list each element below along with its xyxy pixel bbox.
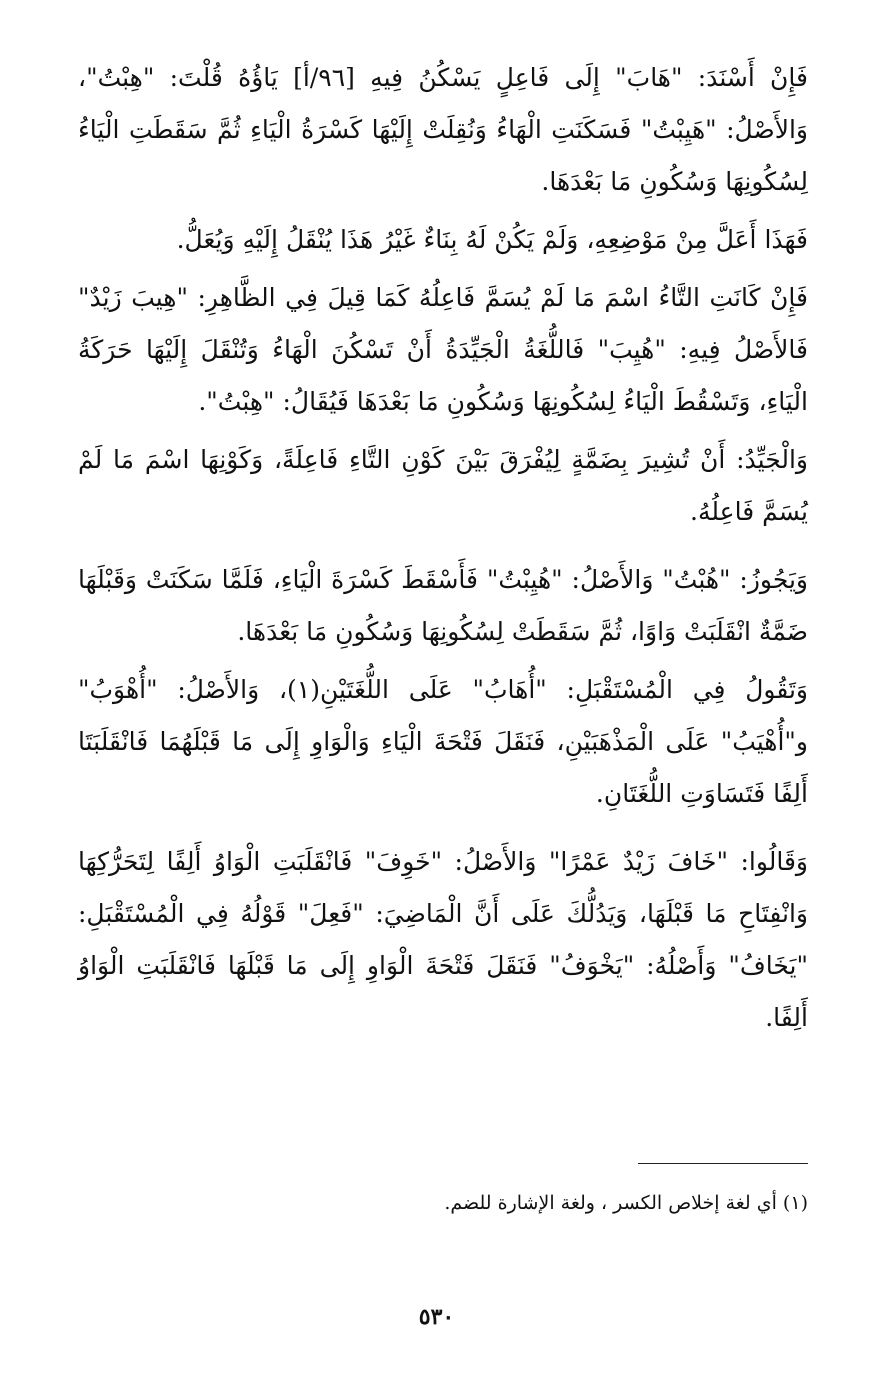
footnote-separator [638, 1163, 808, 1164]
paragraph-6: وَتَقُولُ فِي الْمُسْتَقْبَلِ: "أُهَابُ" عَلَى اللُّغَتَيْنِ(١)، وَالأَصْلُ: "أُهْوَبُ" و"أُهْيَبُ" عَلَى الْمَذْهَبَيْنِ، فَنَقَلَ فَتْحَةَ الْيَاءِ وَالْوَاوِ إِلَى مَا قَبْلَهُمَا فَانْقَلَبَتَا أَلِفًا فَتَسَاوَتِ اللُّغَتَانِ. [78, 675, 808, 808]
paragraph-3: فَإِنْ كَانَتِ التَّاءُ اسْمَ مَا لَمْ يُسَمَّ فَاعِلُهُ كَمَا قِيلَ فِي الظَّاهِرِ: "هِيبَ زَيْدٌ" فَالأَصْلُ فِيهِ: "هُيِبَ" فَاللُّغَةُ الْجَيِّدَةُ أَنْ تَسْكُنَ الْهَاءُ وَتُنْقَلَ إِلَيْهَا حَرَكَةُ الْيَاءِ، وَتَسْقُطَ الْيَاءُ لِسُكُونِهَا وَسُكُونِ مَا بَعْدَهَا فَيُقَالُ: "هِبْتُ". [78, 283, 808, 416]
main-text [78, 52, 808, 1044]
paragraph-4: وَالْجَيِّدُ: أَنْ تُشِيرَ بِضَمَّةٍ لِيُفْرَقَ بَيْنَ كَوْنِ التَّاءِ فَاعِلَةً، وَكَوْنِهَا اسْمَ مَا لَمْ يُسَمَّ فَاعِلُهُ. [78, 445, 808, 526]
paragraph-1: فَإِنْ أَسْنَدَ: "هَابَ" إِلَى فَاعِلٍ يَسْكُنُ فِيهِ [٩٦/أ] يَاؤُهُ قُلْتَ: "هِبْتُ"، وَالأَصْلُ: "هَيِبْتُ" فَسَكَنَتِ الْهَاءُ وَنُقِلَتْ إِلَيْهَا كَسْرَةُ الْيَاءِ ثُمَّ سَقَطَتِ الْيَاءُ لِسُكُونِهَا وَسُكُونِ مَا بَعْدَهَا. [78, 63, 808, 196]
paragraph-gap [78, 820, 808, 836]
paragraph-5: وَيَجُوزُ: "هُبْتُ" وَالأَصْلُ: "هُيِبْتُ" فَأَسْقَطَ كَسْرَةَ الْيَاءِ، فَلَمَّا سَكَنَتْ وَقَبْلَهَا ضَمَّةٌ انْقَلَبَتْ وَاوًا، ثُمَّ سَقَطَتْ لِسُكُونِهَا وَسُكُونِ مَا بَعْدَهَا. [78, 565, 808, 646]
paragraph-gap [78, 538, 808, 554]
paragraph-2: فَهَذَا أَعَلَّ مِنْ مَوْضِعِهِ، وَلَمْ يَكُنْ لَهُ بِنَاءٌ غَيْرُ هَذَا يُنْقَلُ إِلَيْهِ وَيُعَلُّ. [176, 225, 808, 254]
paragraph-7: وَقَالُوا: "خَافَ زَيْدٌ عَمْرًا" وَالأَصْلُ: "خَوِفَ" فَانْقَلَبَتِ الْوَاوُ أَلِفًا لِتَحَرُّكِهَا وَانْفِتَاحِ مَا قَبْلَهَا، وَيَدُلُّكَ عَلَى أَنَّ الْمَاضِيَ: "فَعِلَ" قَوْلُهُ فِي الْمُسْتَقْبَلِ: "يَخَافُ" وَأَصْلُهُ: "يَخْوَفُ" فَنَقَلَ فَتْحَةَ الْوَاوِ إِلَى مَا قَبْلَهَا فَانْقَلَبَتِ الْوَاوُ أَلِفًا. [78, 847, 808, 1032]
footnote: (١) أي لغة إخلاص الكسر ، ولغة الإشارة للضم. [444, 1192, 808, 1214]
page-number: ٥٣٠ [418, 1304, 455, 1330]
